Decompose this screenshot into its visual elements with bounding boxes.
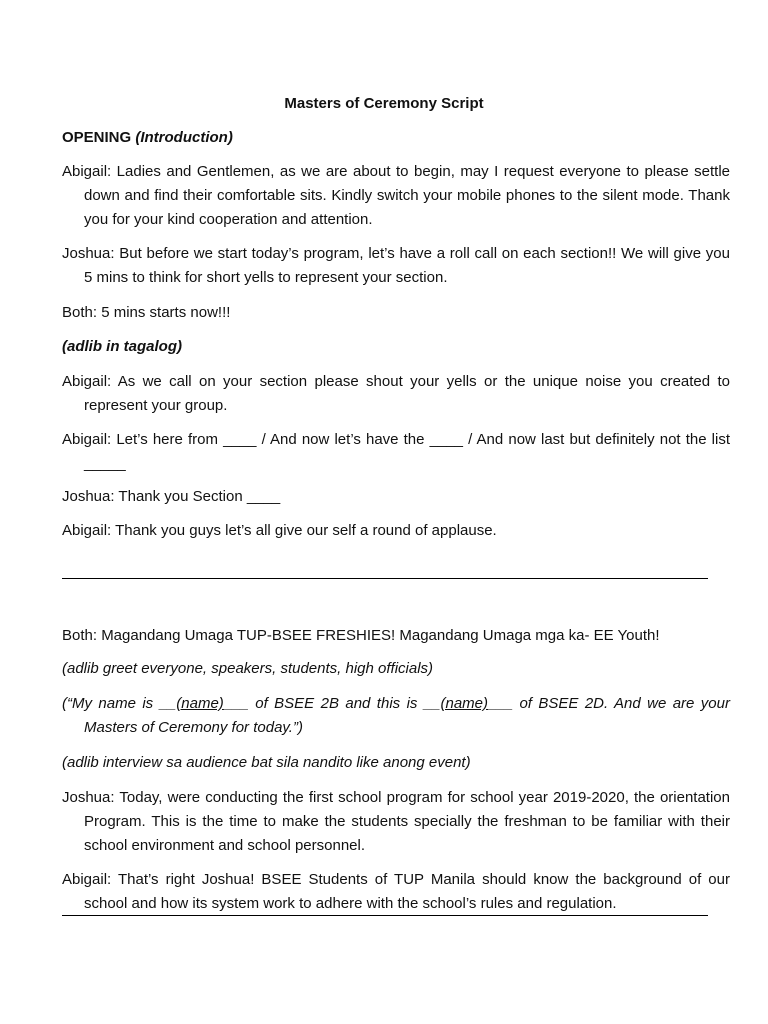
stage-direction-adlib-tagalog: (adlib in tagalog) bbox=[62, 338, 182, 355]
line-abigail-yells: Abigail: As we call on your section please shout your yells or the unique noise you created to represent your group. bbox=[62, 373, 730, 414]
line-mc-introduction bbox=[62, 692, 730, 740]
line-abigail-sections: Abigail: Let’s here from ____ / And now let’s have the ____ / And now last but definitely not the list _____ bbox=[62, 431, 730, 472]
intro-text-3: ___ of BSEE 2D. And we are your Masters of Ceremony for today.”) bbox=[84, 695, 730, 736]
stage-direction-adlib-interview: (adlib interview sa audience bat sila nandito like anong event) bbox=[62, 754, 471, 771]
line-abigail-background: Abigail: That’s right Joshua! BSEE Students of TUP Manila should know the background of our school and how its system work to adhere with the school’s rules and regulation. bbox=[62, 871, 730, 912]
opening-label: OPENING bbox=[62, 129, 132, 146]
divider-rule bbox=[62, 578, 708, 579]
opening-subtitle: (Introduction) bbox=[135, 129, 233, 146]
line-joshua-rollcall: Joshua: But before we start today’s program, let’s have a roll call on each section!! We will give you 5 mins to think for short yells to represent your section. bbox=[62, 245, 730, 286]
opening-heading bbox=[62, 126, 708, 150]
line-both-greeting: Both: Magandang Umaga TUP-BSEE FRESHIES! Magandang Umaga mga ka- EE Youth! bbox=[62, 627, 660, 644]
line-both-5mins: Both: 5 mins starts now!!! bbox=[62, 304, 231, 321]
bottom-rule bbox=[62, 915, 708, 916]
line-abigail-intro: Abigail: Ladies and Gentlemen, as we are about to begin, may I request everyone to please settle down and find their comfortable sits. Kindly switch your mobile phones to the silent mode. Thank you for your kind cooperation and attention. bbox=[62, 163, 730, 228]
name-blank-2: (name) bbox=[440, 695, 489, 712]
stage-direction-adlib-greet: (adlib greet everyone, speakers, students, high officials) bbox=[62, 660, 434, 677]
line-joshua-orientation: Joshua: Today, were conducting the first school program for school year 2019-2020, the orientation Program. This is the time to make the students specially the freshman to be familiar with their school environment and school personnel. bbox=[62, 789, 730, 854]
line-joshua-thankyou: Joshua: Thank you Section ____ bbox=[62, 488, 281, 505]
intro-text-1: (“My name is __ bbox=[62, 695, 177, 712]
intro-text-2: ___ of BSEE 2B and this is __ bbox=[223, 695, 441, 712]
line-abigail-applause: Abigail: Thank you guys let’s all give our self a round of applause. bbox=[62, 522, 497, 539]
page-title: Masters of Ceremony Script bbox=[284, 95, 484, 112]
name-blank-1: (name) bbox=[176, 695, 224, 712]
